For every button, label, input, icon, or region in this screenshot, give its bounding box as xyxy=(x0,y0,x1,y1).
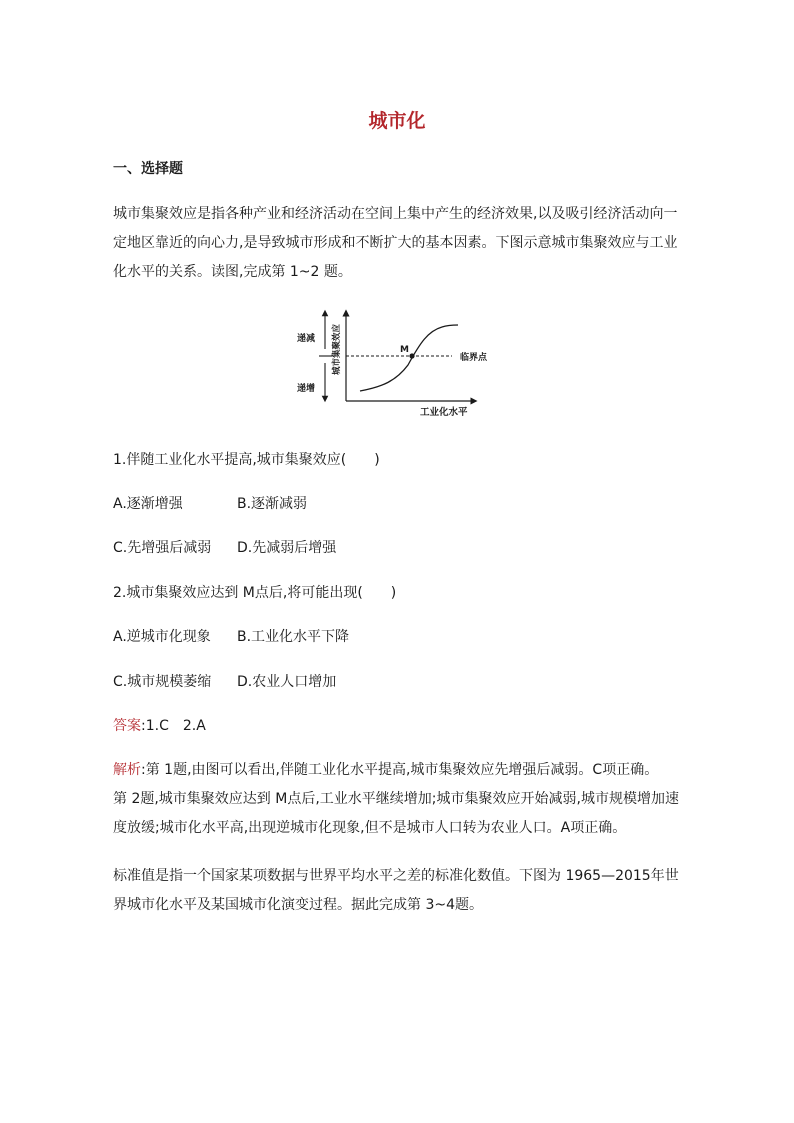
answer-line xyxy=(113,715,206,735)
q2-option-c: C.城市规模萎缩 xyxy=(113,674,212,690)
question-2-options-row-1 xyxy=(113,626,349,646)
q2-option-a: A.逆城市化现象 xyxy=(113,629,211,645)
point-m xyxy=(409,353,414,358)
analysis-label: 解析 xyxy=(113,762,141,778)
question-1-options-row-1 xyxy=(113,493,307,513)
analysis-text-2: 第 2题,城市集聚效应达到 M点后,工业水平继续增加;城市集聚效应开始减弱,城市规模增加速度放缓;城市化水平高,出现逆城市化现象,但不是城市人口转为农业人口。A项正确。 xyxy=(113,791,679,836)
critical-point-label: 临界点 xyxy=(460,353,488,363)
q2-option-b: B.工业化水平下降 xyxy=(237,629,350,645)
question-1-options-row-2 xyxy=(113,537,336,557)
question-1-stem: 1.伴随工业化水平提高,城市集聚效应( ) xyxy=(113,452,380,468)
question-2-options-row-2 xyxy=(113,671,336,691)
q1-option-a: A.逐渐增强 xyxy=(113,496,183,512)
x-axis-label: 工业化水平 xyxy=(420,407,468,418)
question-2-stem: 2.城市集聚效应达到 M点后,将可能出现( ) xyxy=(113,585,397,601)
agglomeration-curve xyxy=(360,325,458,391)
q2-option-d: D.农业人口增加 xyxy=(237,674,337,690)
agglomeration-diagram xyxy=(292,303,492,421)
point-m-label: M xyxy=(400,345,409,355)
q1-option-b: B.逐渐减弱 xyxy=(237,496,308,512)
upper-label: 递减 xyxy=(297,334,316,344)
q1-option-d: D.先减弱后增强 xyxy=(237,540,337,556)
section-heading: 一、选择题 xyxy=(113,161,183,177)
intro-paragraph-1: 城市集聚效应是指各种产业和经济活动在空间上集中产生的经济效果,以及吸引经济活动向一定地区靠近的向心力,是导致城市形成和不断扩大的基本因素。下图示意城市集聚效应与工业化水平的关系。读图,完成第 1~2 题。 xyxy=(113,206,678,280)
y-axis-label: 城市集聚效应 xyxy=(332,323,342,375)
answer-label: 答案 xyxy=(113,718,141,734)
lower-label: 递增 xyxy=(297,384,316,394)
answer-text: :1.C 2.A xyxy=(141,718,206,734)
analysis-paragraph xyxy=(113,756,688,843)
page-title: 城市化 xyxy=(368,110,426,132)
q1-option-c: C.先增强后减弱 xyxy=(113,540,212,556)
intro-paragraph-2: 标准值是指一个国家某项数据与世界平均水平之差的标准化数值。下图为 1965—2015年世界城市化水平及某国城市化演变过程。据此完成第 3~4题。 xyxy=(113,868,679,913)
analysis-text-1: :第 1题,由图可以看出,伴随工业化水平提高,城市集聚效应先增强后减弱。C项正确。 xyxy=(141,762,659,778)
